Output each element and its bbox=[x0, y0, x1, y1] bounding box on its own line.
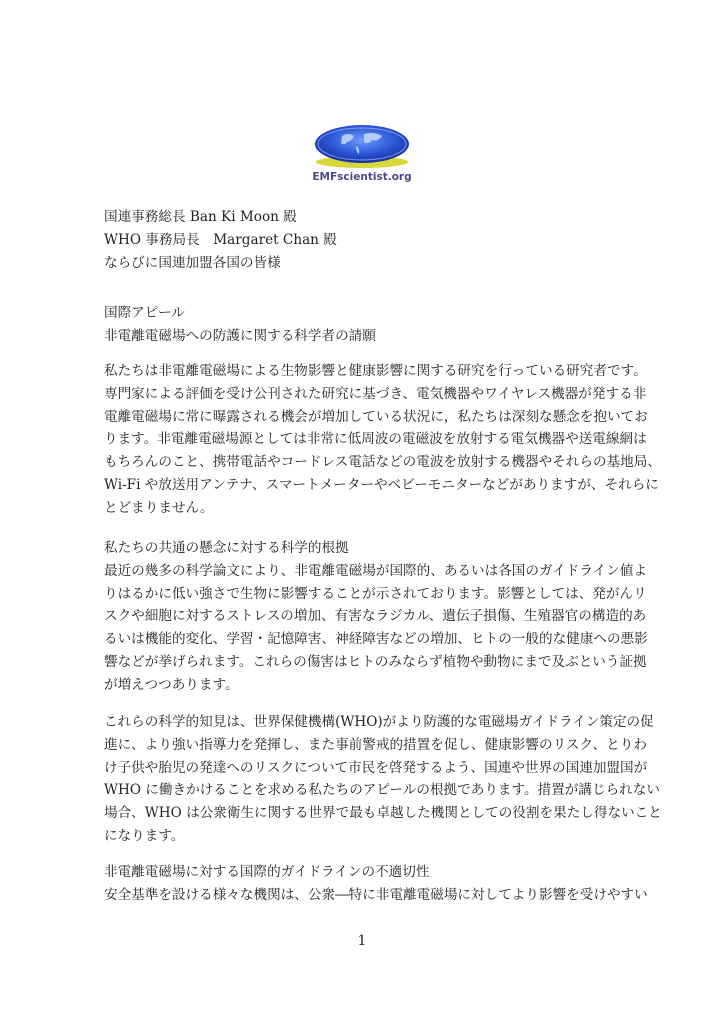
text-line: 電離電磁場に常に曝露される機会が増加している状況に，私たちは深刻な懸念を抱いてお bbox=[104, 408, 648, 425]
text-line: もちろんのこと、携帯電話やコードレス電話などの電波を放射する機器やそれらの基地局、 bbox=[104, 454, 661, 471]
title-line: 国際アピール bbox=[104, 305, 185, 321]
text-line: 最近の幾多の科学論文により、非電離電磁場が国際的、あるいは各国のガイドライン値よ bbox=[104, 562, 647, 579]
text-line: 私たちは非電離電磁場による生物影響と健康影響に関する研究を行っている研究者です。 bbox=[104, 363, 647, 379]
text-line: るいは機能的変化、学習・記憶障害、神経障害などの増加、ヒトの一般的な健康への悪影 bbox=[104, 631, 648, 648]
section-2 bbox=[104, 537, 648, 697]
text-line: Wi-Fi や放送用アンテナ、スマートメーターやベビーモニターなどがありますが、それらに bbox=[104, 476, 659, 493]
section-heading: 非電離電磁場に対する国際的ガイドラインの不適切性 bbox=[104, 864, 430, 880]
svg-text:EMFscientist.org: EMFscientist.org bbox=[312, 171, 412, 183]
title-line: 非電離電磁場への防護に関する科学者の請願 bbox=[104, 327, 376, 344]
paragraph-1 bbox=[104, 360, 661, 520]
text-line: WHO に働きかけることを求める私たちのアピールの根拠であります。措置が講じられない bbox=[104, 782, 660, 799]
text-line: とどまりません。 bbox=[104, 499, 214, 516]
text-line: け子供や胎児の発達へのリスクについて市民を啓発するよう、国連や世界の国連加盟国が bbox=[104, 759, 648, 776]
text-line: 安全基準を設ける様々な機関は、公衆―特に非電離電磁場に対してより影響を受けやすい bbox=[104, 886, 648, 903]
paragraph-3 bbox=[104, 711, 662, 848]
text-line: スクや細胞に対するストレスの増加、有害なラジカル、遺伝子損傷、生殖器官の構造的あ bbox=[104, 608, 647, 625]
text-line: りはるかに低い強さで生物に影響することが示されております。影響としては、発がんリ bbox=[104, 585, 647, 602]
emfscientist-logo bbox=[312, 122, 412, 184]
section-4 bbox=[104, 861, 648, 907]
page-number: 1 bbox=[357, 933, 367, 949]
document-title bbox=[104, 302, 621, 348]
text-line: 響などが挙げられます。これらの傷害はヒトのみならず植物や動物にまで及ぶという証拠 bbox=[104, 653, 647, 670]
text-line: 場合、WHO は公衆衛生に関する世界で最も卓越した機関としての役割を果たし得ないこと bbox=[104, 805, 662, 822]
text-line: が増えつつあります。 bbox=[104, 676, 239, 693]
text-line: ります。非電離電磁場源としては非常に低周波の電磁波を放射する電気機器や送電線網は bbox=[104, 431, 647, 448]
text-line: になります。 bbox=[104, 827, 185, 844]
section-heading: 私たちの共通の懸念に対する科学的根拠 bbox=[104, 540, 349, 556]
text-line: 進に、より強い指導力を発揮し、また事前警戒的措置を促し、健康影響のリスク、とりわ bbox=[104, 736, 647, 753]
addressee-line: 国連事務総長 Ban Ki Moon 殿 bbox=[104, 209, 297, 225]
text-line: これらの科学的知見は、世界保健機構(WHO)がより防護的な電磁場ガイドライン策定の促 bbox=[104, 714, 654, 730]
globe-logo-icon bbox=[312, 122, 412, 184]
text-line: 専門家による評価を受け公刊された研究に基づき、電気機器やワイヤレス機器が発する非 bbox=[104, 385, 647, 402]
addressee-line: WHO 事務局長 Margaret Chan 殿 bbox=[104, 231, 337, 248]
addressees bbox=[104, 206, 621, 274]
addressee-line: ならびに国連加盟各国の皆様 bbox=[104, 254, 281, 271]
